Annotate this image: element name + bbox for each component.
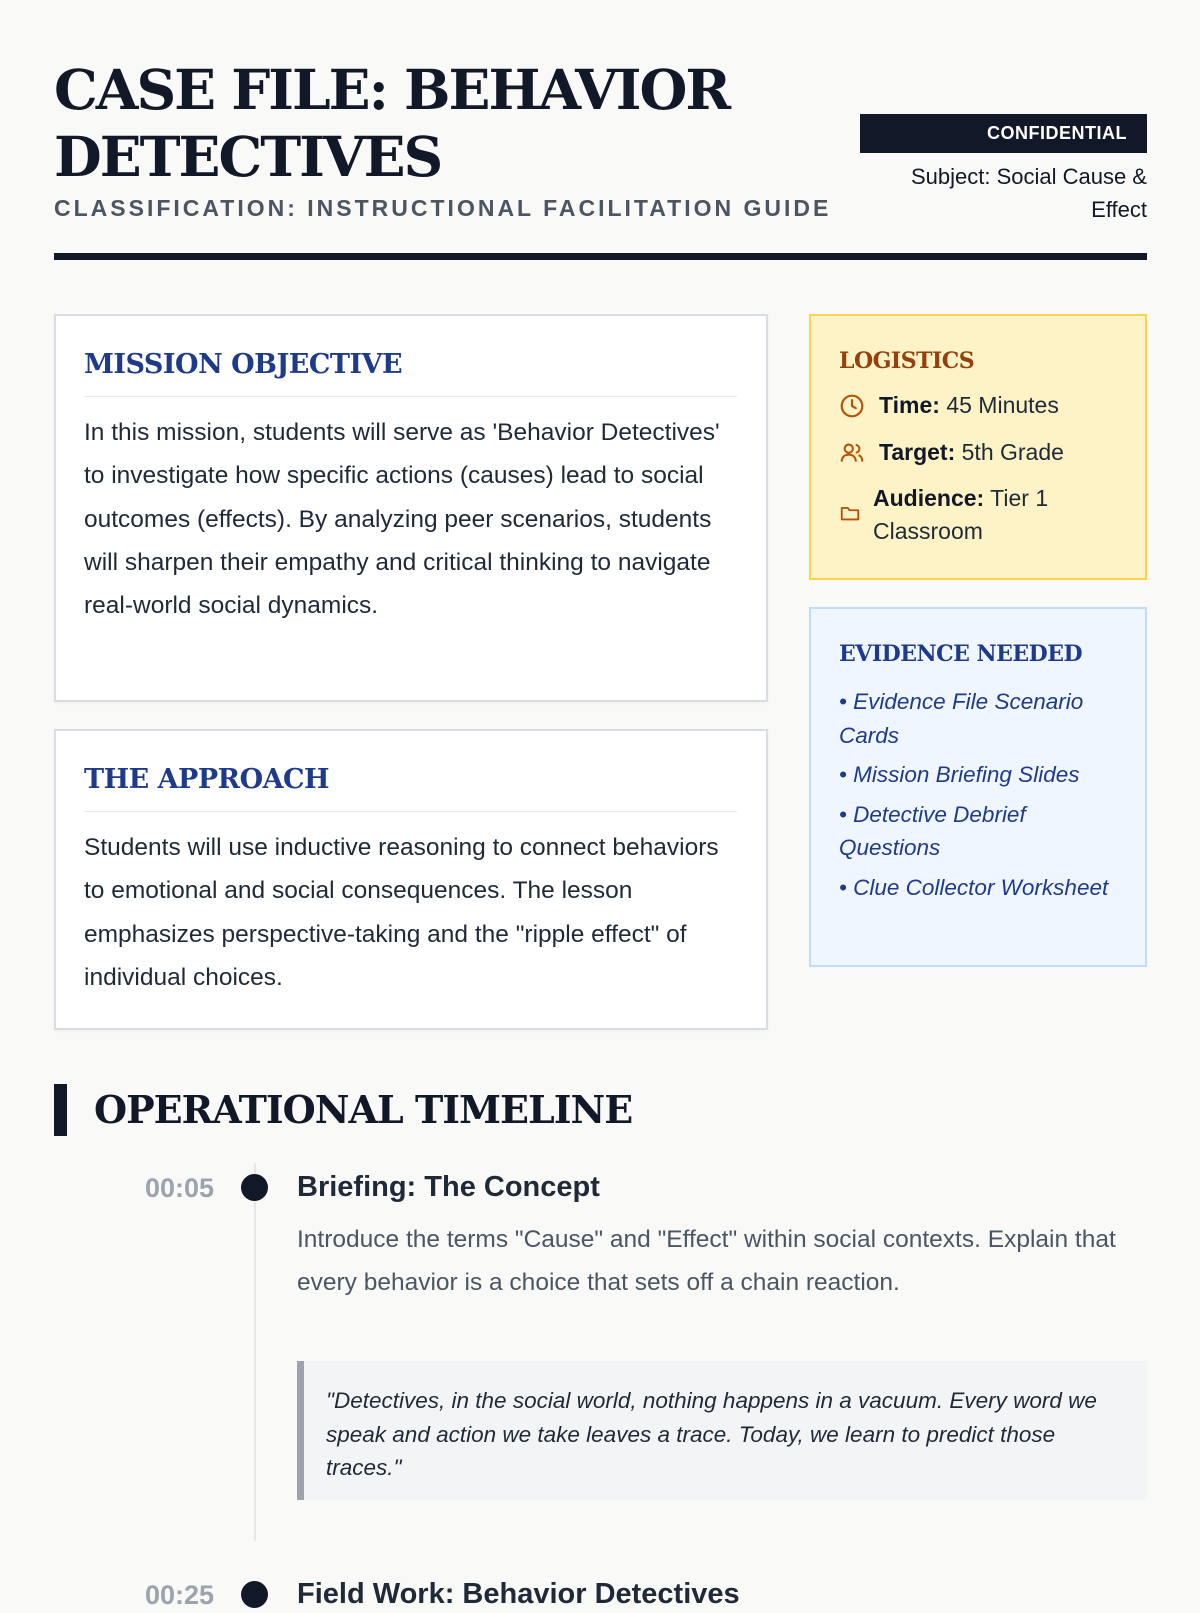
logistics-target-value: 5th Grade xyxy=(961,439,1064,465)
timeline-heading xyxy=(54,1084,1147,1136)
logistics-audience-value: Tier 1 Classroom xyxy=(873,485,1049,544)
timeline-title: OPERATIONAL TIMELINE xyxy=(94,1087,633,1132)
logistics-audience-row xyxy=(839,482,1129,548)
users-icon xyxy=(839,440,865,466)
evidence-item: • Detective Debrief Questions xyxy=(839,801,1026,860)
clock-icon xyxy=(839,393,865,419)
logistics-box xyxy=(809,314,1147,580)
evidence-list xyxy=(839,685,1129,910)
timeline-dot xyxy=(241,1581,268,1608)
logistics-title: LOGISTICS xyxy=(839,348,975,374)
evidence-needed-box xyxy=(809,607,1147,967)
timeline-step-title: Briefing: The Concept xyxy=(297,1171,600,1203)
logistics-time-value: 45 Minutes xyxy=(946,392,1059,418)
evidence-needed-title: EVIDENCE NEEDED xyxy=(839,641,1083,667)
timeline-line xyxy=(254,1163,256,1541)
page-title: CASE FILE: BEHAVIOR DETECTIVES xyxy=(54,57,730,189)
subject-label: Subject: Social Cause & Effect xyxy=(910,164,1147,222)
case-file-header xyxy=(54,56,1147,260)
evidence-item: • Evidence File Scenario Cards xyxy=(839,689,1084,748)
confidential-badge: CONFIDENTIAL xyxy=(860,114,1147,153)
classification-label: CLASSIFICATION: INSTRUCTIONAL FACILITATION GUIDE xyxy=(54,195,832,221)
card-divider xyxy=(84,811,737,812)
approach-card xyxy=(54,729,768,1030)
approach-title: THE APPROACH xyxy=(84,764,330,795)
timeline-step-time: 00:25 xyxy=(144,1580,214,1610)
timeline-step-description: Introduce the terms "Cause" and "Effect" within social contexts. Explain that every behavior is a choice that sets off a chain reaction. xyxy=(297,1226,1116,1297)
card-divider xyxy=(84,396,737,397)
logistics-audience-label: Audience: xyxy=(873,485,985,511)
facilitator-script-quote: "Detectives, in the social world, nothing happens in a vacuum. Every word we speak and action we take leaves a trace. Today, we learn to predict those traces." xyxy=(297,1361,1147,1500)
evidence-item: • Clue Collector Worksheet xyxy=(839,874,1109,900)
folder-icon xyxy=(839,502,861,524)
timeline-step-title: Field Work: Behavior Detectives xyxy=(297,1578,740,1610)
approach-body: Students will use inductive reasoning to connect behaviors to emotional and social consequences. The lesson emphasizes perspective-taking and the "ripple effect" of individual choices. xyxy=(84,834,719,991)
logistics-time-label: Time: xyxy=(879,392,940,418)
timeline-step-time: 00:05 xyxy=(144,1173,214,1203)
timeline-dot xyxy=(241,1174,268,1201)
mission-objective-title: MISSION OBJECTIVE xyxy=(84,349,403,380)
logistics-target-label: Target: xyxy=(879,439,956,465)
evidence-item: • Mission Briefing Slides xyxy=(839,762,1080,787)
mission-objective-card xyxy=(54,314,768,702)
mission-objective-body: In this mission, students will serve as 'Behavior Detectives' to investigate how specific actions (causes) lead to social outcomes (effects). By analyzing peer scenarios, students will sharpen their empathy and critical thinking to navigate real-world social dynamics. xyxy=(84,419,720,620)
header-divider xyxy=(54,253,1147,260)
facilitation-guide-page xyxy=(54,0,1147,1610)
timeline-heading-bar xyxy=(54,1084,67,1136)
